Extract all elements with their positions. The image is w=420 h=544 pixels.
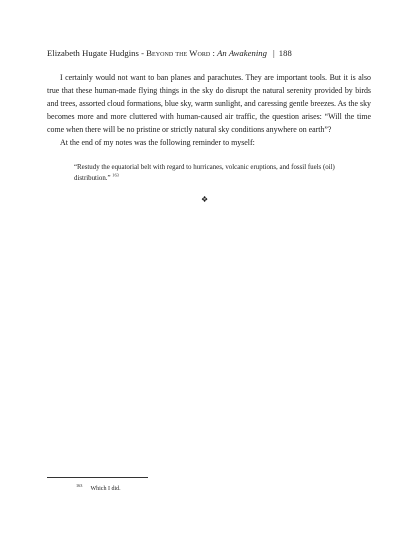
paragraph-1: I certainly would not want to ban planes and parachutes. They are important tools. But it is also true that these human-made flying things in the sky do disrupt the natural serenity provided by birds and trees, assorted cloud formations, blue sky, warm sunlight, and caressing gentle breezes. As the sky becomes more and more cluttered with human-caused air traffic, the question arises: “Will the time come when there will be no pristine or strictly natural sky conditions anywhere on earth”? <box>47 73 371 134</box>
paragraph-2: At the end of my notes was the following reminder to myself: <box>60 138 255 147</box>
page-number: 188 <box>278 48 292 58</box>
footnote-number: 163 <box>76 483 83 488</box>
header-colon: : <box>210 48 218 58</box>
header-subtitle: An Awakening <box>217 48 267 58</box>
quote-text: “Restudy the equatorial belt with regard to hurricanes, volcanic eruptions, and fossil fuels (oil) distribution.” <box>74 164 335 182</box>
footnote <box>76 483 121 492</box>
header-author: Elizabeth Hugate Hudgins - <box>47 48 147 58</box>
quote-footnote-ref: 163 <box>112 172 119 178</box>
running-header <box>47 48 292 58</box>
footnote-text: Which I did. <box>90 486 121 492</box>
block-quote <box>74 163 359 184</box>
body-text <box>47 71 371 149</box>
footnote-divider <box>47 477 148 478</box>
header-book-title: Beyond the Word <box>146 48 211 58</box>
header-separator: | <box>272 48 275 58</box>
section-ornament-icon: ❖ <box>201 195 209 204</box>
